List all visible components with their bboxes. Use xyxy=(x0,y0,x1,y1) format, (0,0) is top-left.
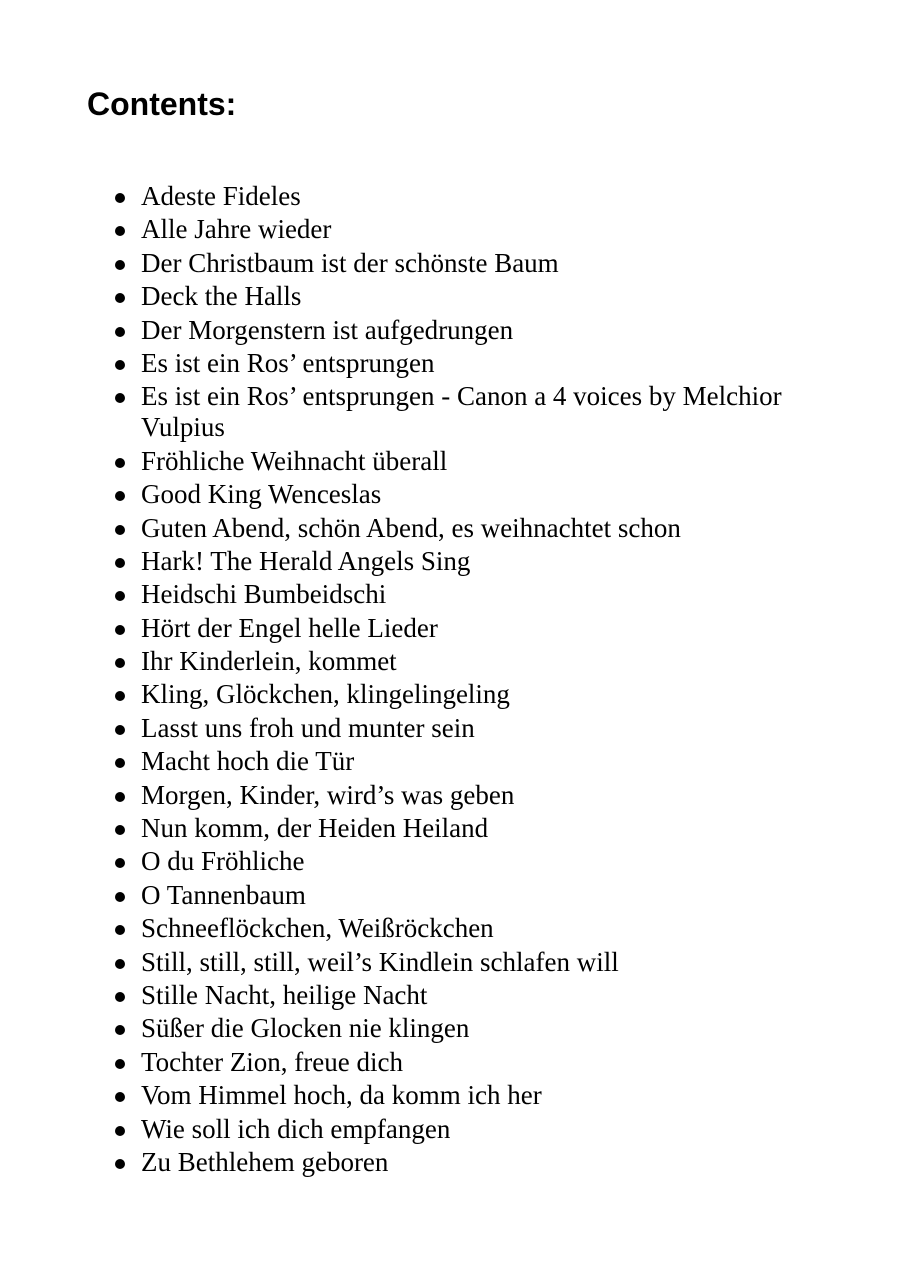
list-item: Good King Wenceslas xyxy=(141,479,841,510)
list-item: Der Christbaum ist der schönste Baum xyxy=(141,248,841,279)
list-item: Deck the Halls xyxy=(141,281,841,312)
list-item: Lasst uns froh und munter sein xyxy=(141,713,841,744)
list-item: Still, still, still, weil’s Kindlein schlafen will xyxy=(141,947,841,978)
list-item: Nun komm, der Heiden Heiland xyxy=(141,813,841,844)
list-item: Morgen, Kinder, wird’s was geben xyxy=(141,780,841,811)
list-item: Schneeflöckchen, Weißröckchen xyxy=(141,913,841,944)
list-item: Fröhliche Weihnacht überall xyxy=(141,446,841,477)
list-item: Stille Nacht, heilige Nacht xyxy=(141,980,841,1011)
list-item: Kling, Glöckchen, klingelingeling xyxy=(141,679,841,710)
contents-list xyxy=(141,181,841,1180)
list-item: Adeste Fideles xyxy=(141,181,841,212)
list-item: Wie soll ich dich empfangen xyxy=(141,1114,841,1145)
list-item: Der Morgenstern ist aufgedrungen xyxy=(141,315,841,346)
contents-heading: Contents: xyxy=(87,86,237,122)
list-item: Hark! The Herald Angels Sing xyxy=(141,546,841,577)
list-item: Es ist ein Ros’ entsprungen - Canon a 4 voices by Melchior Vulpius xyxy=(141,381,841,443)
list-item: O du Fröhliche xyxy=(141,846,841,877)
list-item: Es ist ein Ros’ entsprungen xyxy=(141,348,841,379)
list-item: Heidschi Bumbeidschi xyxy=(141,579,841,610)
list-item: Hört der Engel helle Lieder xyxy=(141,613,841,644)
list-item: Süßer die Glocken nie klingen xyxy=(141,1013,841,1044)
list-item: Macht hoch die Tür xyxy=(141,746,841,777)
list-item: Ihr Kinderlein, kommet xyxy=(141,646,841,677)
list-item: Tochter Zion, freue dich xyxy=(141,1047,841,1078)
list-item: Zu Bethlehem geboren xyxy=(141,1147,841,1178)
list-item: O Tannenbaum xyxy=(141,880,841,911)
list-item: Alle Jahre wieder xyxy=(141,214,841,245)
list-item: Guten Abend, schön Abend, es weihnachtet schon xyxy=(141,513,841,544)
list-item: Vom Himmel hoch, da komm ich her xyxy=(141,1080,841,1111)
